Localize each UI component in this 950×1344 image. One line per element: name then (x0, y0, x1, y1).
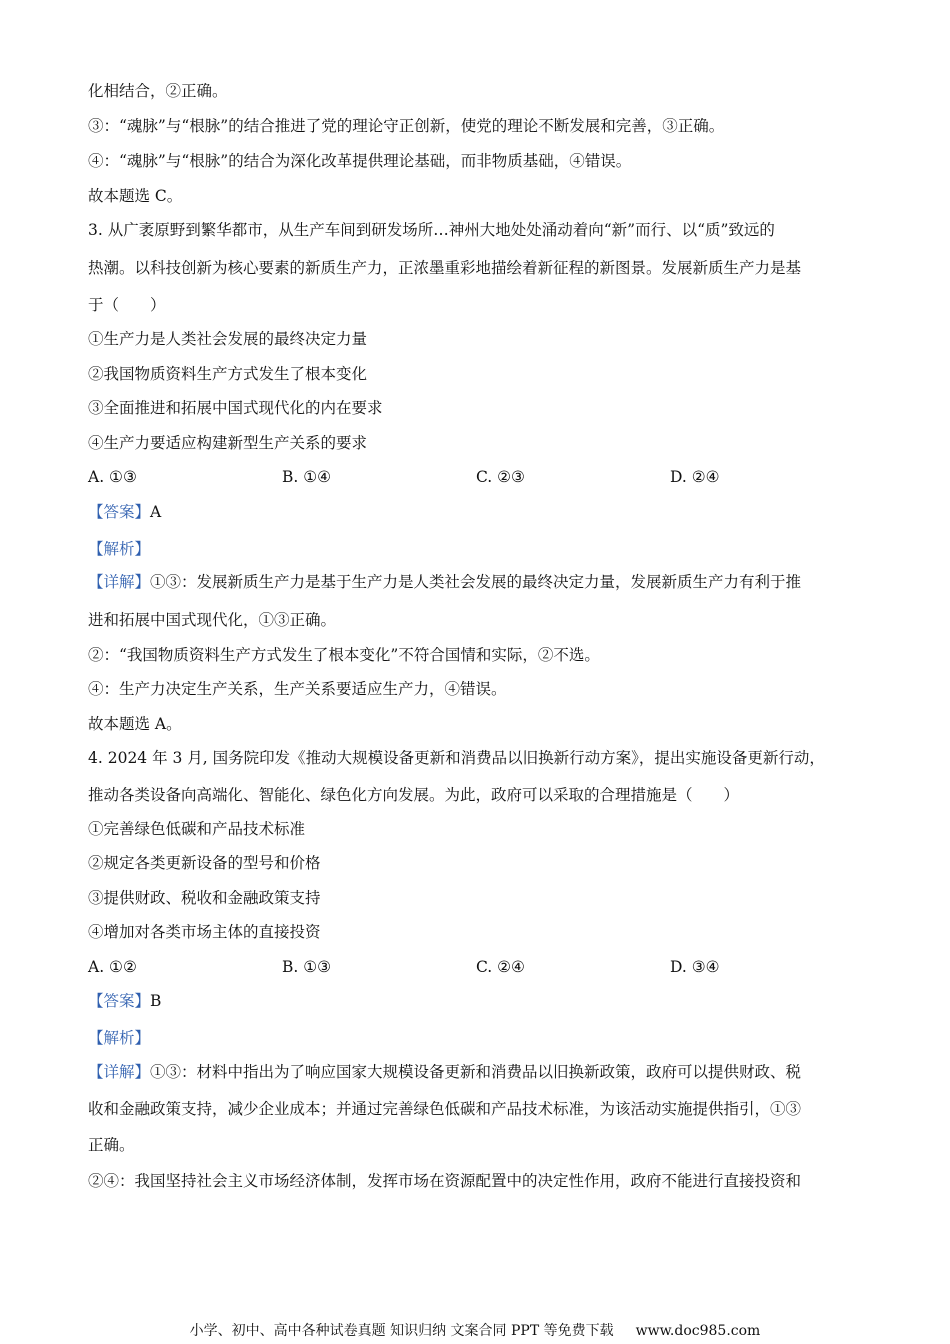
analysis-tag: 【解析】 (88, 540, 151, 558)
option-a: A. ①② (88, 958, 137, 976)
question-3-analysis (88, 538, 868, 560)
text-line: ③：“魂脉”与“根脉”的结合推进了党的理论守正创新，使党的理论不断发展和完善，③正确。 (88, 117, 725, 135)
analysis-tag: 【解析】 (88, 1029, 151, 1047)
answer-tag: 【答案】 (88, 503, 151, 521)
question-3-answer (88, 501, 868, 523)
question-3-detail: ②：“我国物质资料生产方式发生了根本变化”不符合国情和实际，②不选。 (88, 646, 600, 664)
question-3-detail: 进和拓展中国式现代化，①③正确。 (88, 611, 337, 629)
answer-tag: 【答案】 (88, 992, 151, 1010)
footer-text: 小学、初中、高中各种试卷真题 知识归纳 文案合同 PPT 等免费下载 (189, 1323, 614, 1339)
question-4-statement: ①完善绿色低碳和产品技术标准 (88, 820, 306, 838)
question-3-detail: 故本题选 A。 (88, 715, 182, 733)
option-d: D. ②④ (670, 468, 720, 486)
question-3-detail (88, 571, 868, 593)
question-3-statement: ④生产力要适应构建新型生产关系的要求 (88, 434, 368, 452)
question-3-stem: 热潮。以科技创新为核心要素的新质生产力，正浓墨重彩地描绘着新征程的新图景。发展新质生产力是基 (88, 259, 802, 277)
page-footer (0, 1322, 950, 1340)
text-line: 化相结合，②正确。 (88, 82, 228, 100)
answer-value: B (150, 992, 162, 1010)
question-4-statement: ②规定各类更新设备的型号和价格 (88, 854, 321, 872)
question-4-detail (88, 1061, 868, 1083)
detail-tag: 【详解】 (88, 1063, 151, 1081)
question-4-stem: 4. 2024 年 3 月, 国务院印发《推动大规模设备更新和消费品以旧换新行动方案》，提出实施设备更新行动， (88, 749, 825, 767)
question-4-detail: 正确。 (88, 1136, 135, 1154)
question-3-statement: ③全面推进和拓展中国式现代化的内在要求 (88, 399, 383, 417)
detail-text: ①③：发展新质生产力是基于生产力是人类社会发展的最终决定力量，发展新质生产力有利于推 (150, 573, 802, 591)
question-4-stem: 推动各类设备向高端化、智能化、绿色化方向发展。为此，政府可以采取的合理措施是（ ） (88, 786, 740, 804)
question-4-statement: ③提供财政、税收和金融政策支持 (88, 889, 321, 907)
question-4-detail: ②④：我国坚持社会主义市场经济体制，发挥市场在资源配置中的决定性作用，政府不能进行直接投资和 (88, 1172, 802, 1190)
text-line: ④：“魂脉”与“根脉”的结合为深化改革提供理论基础，而非物质基础，④错误。 (88, 152, 632, 170)
option-c: C. ②③ (476, 468, 525, 486)
detail-text: ①③：材料中指出为了响应国家大规模设备更新和消费品以旧换新政策，政府可以提供财政、税 (150, 1063, 802, 1081)
answer-value: A (150, 503, 162, 521)
option-a: A. ①③ (88, 468, 137, 486)
detail-tag: 【详解】 (88, 573, 151, 591)
question-4-statement: ④增加对各类市场主体的直接投资 (88, 923, 321, 941)
question-4-detail: 收和金融政策支持，减少企业成本；并通过完善绿色低碳和产品技术标准，为该活动实施提供指引，①③ (88, 1100, 802, 1118)
option-b: B. ①④ (282, 468, 332, 486)
question-3-statement: ②我国物质资料生产方式发生了根本变化 (88, 365, 368, 383)
question-4-analysis (88, 1027, 868, 1049)
question-3-stem: 3. 从广袤原野到繁华都市，从生产车间到研发场所…神州大地处处涌动着向“新”而行、以“质”致远的 (88, 221, 775, 239)
footer-url[interactable]: www.doc985.com (635, 1323, 761, 1339)
question-3-stem: 于（ ） (88, 296, 166, 314)
text-line: 故本题选 C。 (88, 187, 183, 205)
option-c: C. ②④ (476, 958, 525, 976)
option-d: D. ③④ (670, 958, 720, 976)
question-4-answer (88, 990, 868, 1012)
option-b: B. ①③ (282, 958, 332, 976)
question-3-statement: ①生产力是人类社会发展的最终决定力量 (88, 330, 368, 348)
question-3-detail: ④：生产力决定生产关系，生产关系要适应生产力，④错误。 (88, 680, 507, 698)
